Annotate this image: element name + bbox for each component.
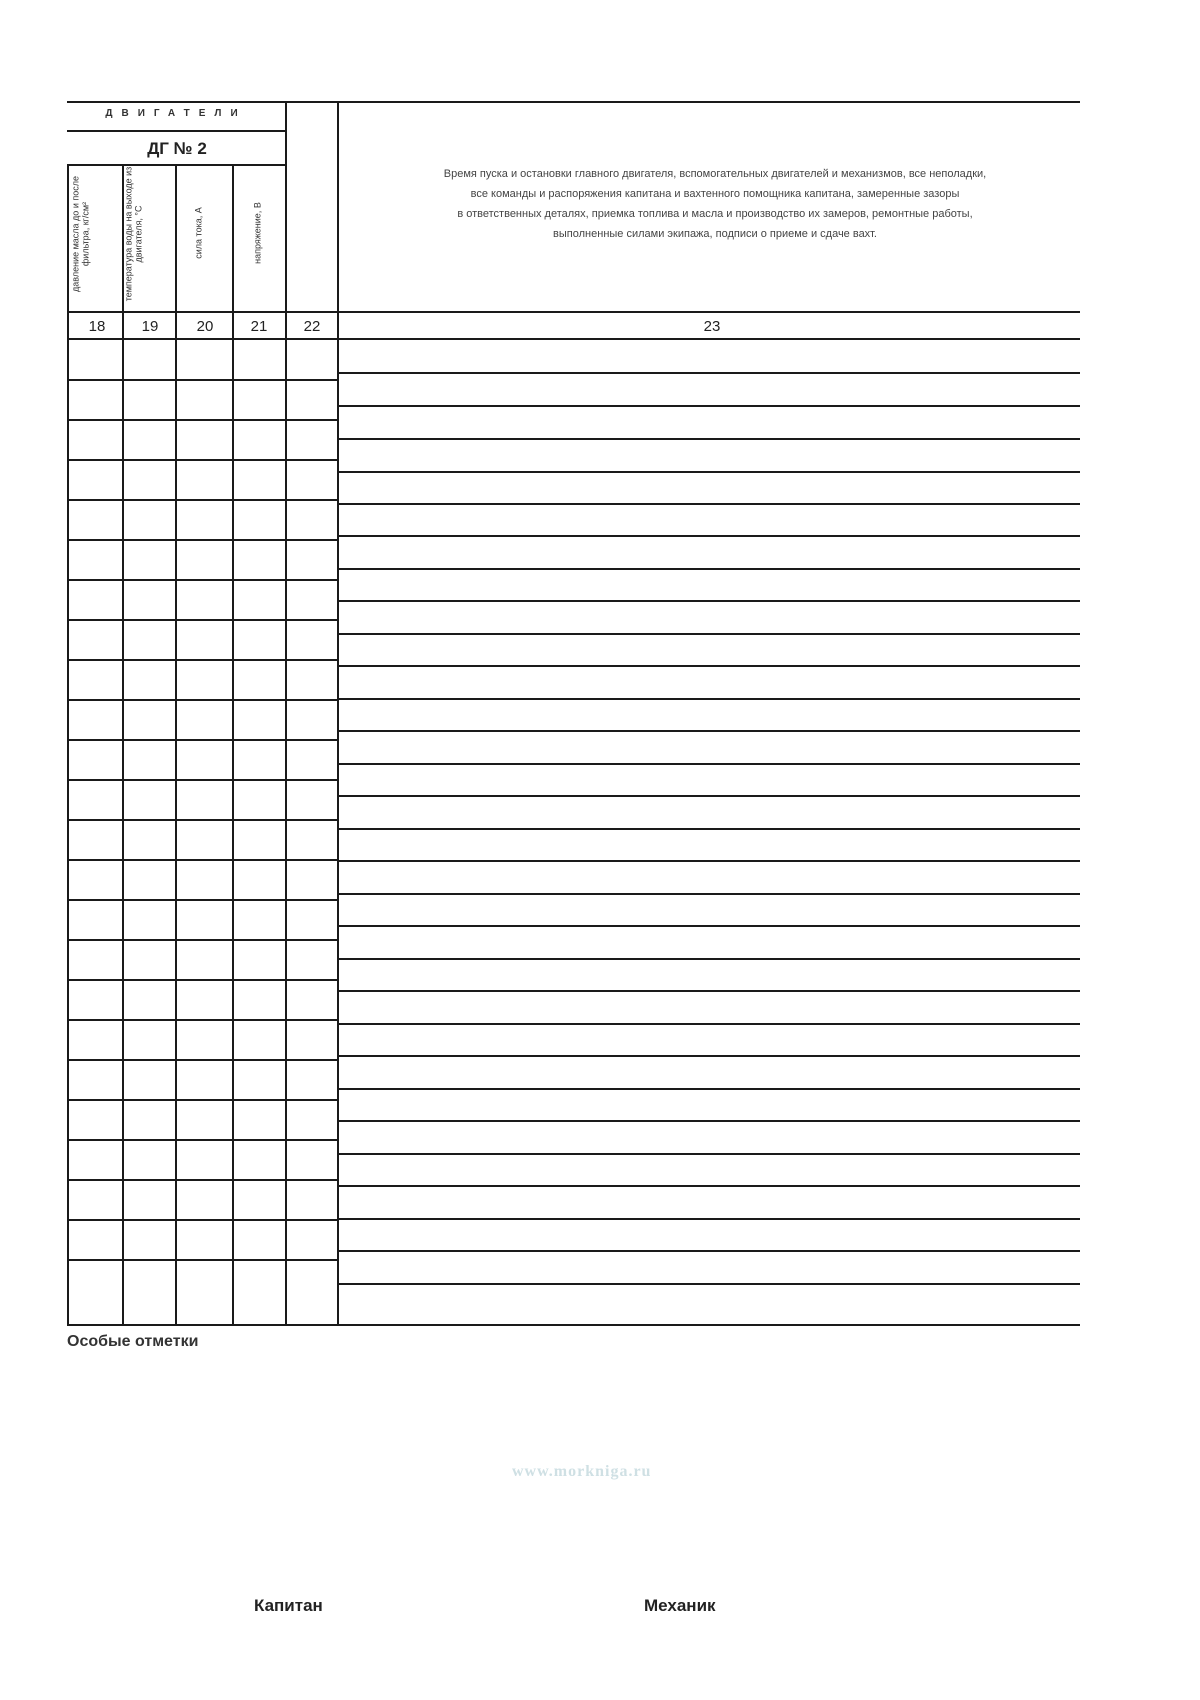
- left-grid-row-line: [67, 1059, 339, 1061]
- column-20-label: сила тока, А: [193, 207, 204, 259]
- notes-ruled-line: [337, 828, 1080, 830]
- table-top-border: [67, 101, 1080, 103]
- column-number-19: 19: [141, 318, 159, 335]
- column-21-label: напряжение, В: [252, 202, 263, 264]
- left-grid-row-line: [67, 659, 339, 661]
- notes-ruled-line: [337, 860, 1080, 862]
- column-divider: [285, 101, 287, 1326]
- description-line: в ответственных деталях, приемка топлива и масла и производство их замеров, ремонтные работы,: [457, 208, 973, 220]
- notes-ruled-line: [337, 730, 1080, 732]
- notes-ruled-line: [337, 1153, 1080, 1155]
- left-grid-row-line: [67, 939, 339, 941]
- column-divider: [232, 166, 234, 1326]
- notes-ruled-line: [337, 1023, 1080, 1025]
- left-grid-row-line: [67, 779, 339, 781]
- notes-ruled-line: [337, 568, 1080, 570]
- left-grid-row-line: [67, 459, 339, 461]
- group-title: ДВИГАТЕЛИ: [105, 108, 247, 119]
- notes-ruled-line: [337, 633, 1080, 635]
- left-grid-row-line: [67, 1139, 339, 1141]
- notes-ruled-line: [337, 471, 1080, 473]
- left-grid-row-line: [67, 739, 339, 741]
- mechanic-signature-label: Механик: [644, 1596, 716, 1615]
- notes-ruled-line: [337, 665, 1080, 667]
- notes-ruled-line: [337, 1120, 1080, 1122]
- left-grid-row-line: [67, 899, 339, 901]
- notes-ruled-line: [337, 600, 1080, 602]
- number-row-bottom-border: [67, 338, 1080, 340]
- left-grid-row-line: [67, 1219, 339, 1221]
- left-grid-row-line: [67, 619, 339, 621]
- left-grid-row-line: [67, 859, 339, 861]
- left-grid-row-line: [67, 1019, 339, 1021]
- notes-ruled-line: [337, 1283, 1080, 1285]
- group-title-divider: [67, 130, 287, 132]
- subgroup-title: ДГ № 2: [147, 139, 207, 158]
- left-grid-row-line: [67, 1259, 339, 1261]
- notes-ruled-line: [337, 535, 1080, 537]
- notes-ruled-line: [337, 763, 1080, 765]
- notes-ruled-line: [337, 438, 1080, 440]
- left-grid-row-line: [67, 1179, 339, 1181]
- notes-ruled-line: [337, 1218, 1080, 1220]
- column-divider: [122, 166, 124, 1326]
- column-number-22: 22: [303, 318, 321, 335]
- column-number-23: 23: [703, 318, 721, 335]
- notes-ruled-line: [337, 958, 1080, 960]
- description-line: Время пуска и остановки главного двигателя, вспомогательных двигателей и механизмов, все неполадки,: [443, 168, 987, 180]
- notes-ruled-line: [337, 372, 1080, 374]
- table-bottom-border: [67, 1324, 1080, 1326]
- left-grid-row-line: [67, 1099, 339, 1101]
- notes-ruled-line: [337, 503, 1080, 505]
- column-18-label: давление масла до и после фильтра, кг/см²: [70, 176, 91, 292]
- notes-ruled-line: [337, 698, 1080, 700]
- column-number-18: 18: [88, 318, 106, 335]
- left-grid-row-line: [67, 699, 339, 701]
- description-line: выполненные силами экипажа, подписи о приеме и сдаче вахт.: [553, 228, 877, 240]
- left-grid-row-line: [67, 499, 339, 501]
- notes-ruled-line: [337, 1250, 1080, 1252]
- notes-ruled-line: [337, 1088, 1080, 1090]
- left-grid-row-line: [67, 579, 339, 581]
- column-number-21: 21: [250, 318, 268, 335]
- notes-ruled-line: [337, 405, 1080, 407]
- special-notes-label: Особые отметки: [67, 1333, 199, 1350]
- captain-signature-label: Капитан: [254, 1596, 323, 1615]
- left-grid-row-line: [67, 819, 339, 821]
- notes-ruled-line: [337, 1185, 1080, 1187]
- notes-ruled-line: [337, 893, 1080, 895]
- description-line: все команды и распоряжения капитана и вахтенного помощника капитана, замеренные зазоры: [470, 188, 960, 200]
- notes-ruled-line: [337, 925, 1080, 927]
- column-23-description: [350, 164, 1080, 244]
- left-grid-row-line: [67, 419, 339, 421]
- left-grid-row-line: [67, 539, 339, 541]
- left-grid-row-line: [67, 979, 339, 981]
- header-bottom-border: [67, 311, 1080, 313]
- notes-ruled-line: [337, 990, 1080, 992]
- watermark: www.morkniga.ru: [512, 1463, 652, 1480]
- notes-ruled-line: [337, 1055, 1080, 1057]
- notes-ruled-line: [337, 795, 1080, 797]
- column-19-label: температура воды на выходе из двигателя, °С: [123, 166, 144, 302]
- left-grid-row-line: [67, 379, 339, 381]
- column-divider: [337, 101, 339, 1326]
- column-divider: [175, 166, 177, 1326]
- column-number-20: 20: [196, 318, 214, 335]
- left-border: [67, 166, 69, 1326]
